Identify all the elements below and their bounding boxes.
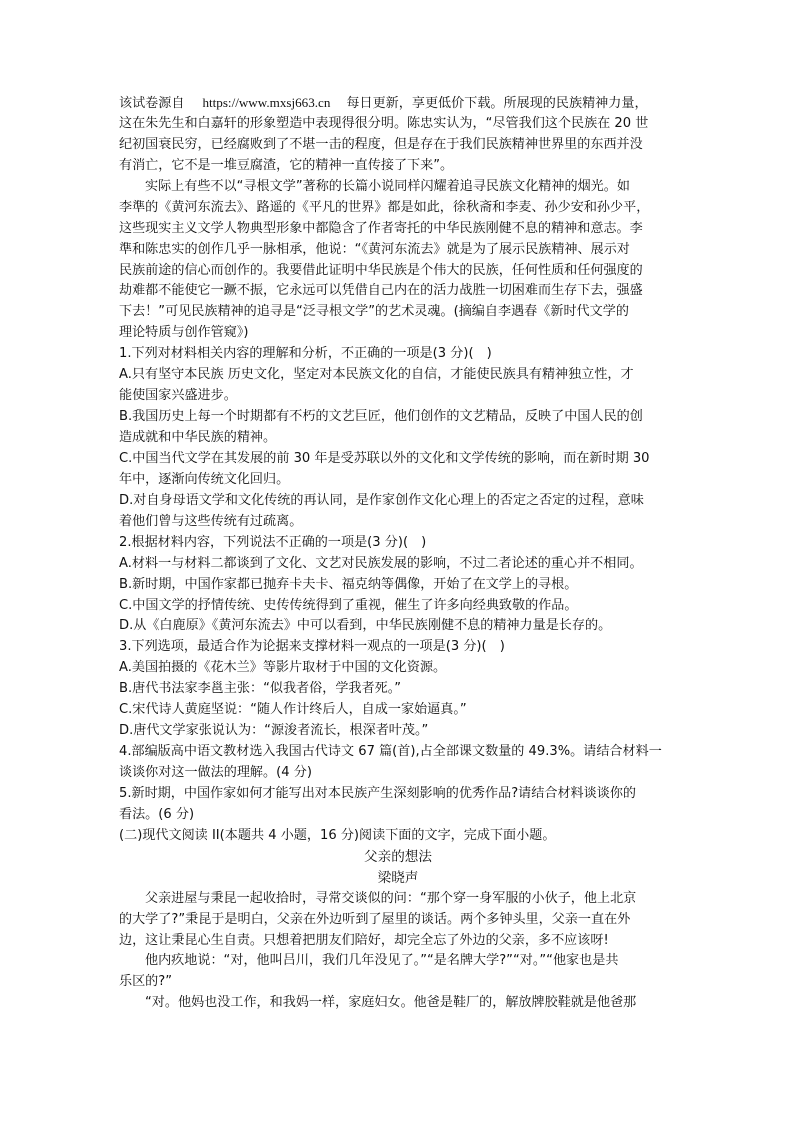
text-line: 边，这让秉昆心生自责。只想着把朋友们陪好，却完全忘了外边的父亲，多不应该呀! bbox=[119, 932, 609, 948]
text-line: 的大学了?”秉昆于是明白，父亲在外边听到了屋里的谈话。两个多钟头里，父亲一直在外 bbox=[119, 911, 631, 927]
text-line: A.美国拍摄的《花木兰》等影片取材于中国的文化资源。 bbox=[119, 660, 447, 676]
text-line: D.对自身母语文学和文化传统的再认同，是作家创作文化心理上的否定之否定的过程，意味 bbox=[119, 492, 644, 508]
document-page bbox=[119, 93, 677, 1014]
text-line: 1.下列对材料相关内容的理解和分析，不正确的一项是(3 分)( ) bbox=[119, 346, 492, 362]
source-header-line bbox=[119, 93, 677, 114]
source-url-link[interactable]: https://www.mxsj663.cn bbox=[202, 95, 331, 110]
text-line: 有消亡，它不是一堆豆腐渣，它的精神一直传接了下来”。 bbox=[119, 157, 454, 173]
source-suffix: 每日更新，享更低价下载。所展现的民族精神力量， bbox=[346, 96, 648, 111]
text-line: 这些现实主义文学人物典型形象中都隐含了作者寄托的中华民族刚健不息的精神和意志。李 bbox=[119, 220, 643, 236]
text-line: 谈谈你对这一做法的理解。(4 分) bbox=[119, 765, 312, 780]
text-line: 民族前途的信心而创作的。我要借此证明中华民族是个伟大的民族，任何性质和任何强度的 bbox=[119, 262, 643, 278]
text-line: 4.部编版高中语文教材选入我国古代诗文 67 篇(首),占全部课文数量的 49.3%。请结合材料一 bbox=[119, 744, 662, 760]
text-line: 父亲进屋与秉昆一起收拾时，寻常交谈似的问：“那个穿一身军服的小伙子，他上北京 bbox=[145, 890, 637, 906]
text-line: 5.新时期，中国作家如何才能写出对本民族产生深刻影响的优秀作品?请结合材料谈谈你的 bbox=[119, 785, 637, 801]
text-line: 造成就和中华民族的精神。 bbox=[119, 430, 277, 445]
text-line: B.我国历史上每一个时期都有不朽的文艺巨匠，他们创作的文艺精品，反映了中国人民的创 bbox=[119, 409, 643, 425]
text-line: 年中，逐渐向传统文化回归。 bbox=[119, 471, 290, 487]
text-line: 纪初国衰民穷，已经腐败到了不堪一击的程度，但是存在于我们民族精神世界里的东西并没 bbox=[119, 136, 643, 152]
text-line: 乐区的?” bbox=[119, 974, 173, 990]
text-line: 理论特质与创作管窥》) bbox=[119, 325, 249, 341]
text-line: D.从《白鹿原》《黄河东流去》中可以看到，中华民族刚健不息的精神力量是长存的。 bbox=[119, 618, 612, 634]
text-line: 準和陈忠实的创作几乎一脉相承，他说：“《黄河东流去》就是为了展示民族精神、展示对 bbox=[119, 241, 630, 257]
text-line: B.新时期，中国作家都已抛弃卡夫卡、福克纳等偶像，开始了在文学上的寻根。 bbox=[119, 576, 578, 592]
text-line: A.材料一与材料二都谈到了文化、文艺对民族发展的影响，不过二者论述的重心并不相同。 bbox=[119, 555, 643, 571]
text-line: A.只有坚守本民族 历史文化，坚定对本民族文化的自信，才能使民族具有精神独立性，才 bbox=[119, 367, 634, 383]
section-title: 父亲的想法 bbox=[364, 848, 432, 865]
text-line: 能使国家兴盛进步。 bbox=[119, 388, 237, 404]
text-line: 这在朱先生和白嘉轩的形象塑造中表现得很分明。陈忠实认为，“尽管我们这个民族在 20 世 bbox=[119, 115, 649, 131]
text-line: (二)现代文阅读 II(本题共 4 小题，16 分)阅读下面的文字，完成下面小题。 bbox=[119, 827, 556, 843]
text-line: “对。他妈也没工作，和我妈一样，家庭妇女。他爸是鞋厂的，解放牌胶鞋就是他爸那 bbox=[145, 995, 637, 1011]
text-line: 李準的《黄河东流去》、路遥的《平凡的世界》都是如此，徐秋斋和李麦、孙少安和孙少平， bbox=[119, 199, 650, 215]
text-line: C.宋代诗人黄庭坚说：“随人作计终后人，自成一家始逼真。” bbox=[119, 702, 467, 718]
text-line: 着他们曾与这些传统有过疏离。 bbox=[119, 513, 303, 529]
text-line: 看法。(6 分) bbox=[119, 806, 195, 822]
document-body bbox=[119, 114, 677, 1014]
text-line: D.唐代文学家张说认为：“源浚者流长，根深者叶茂。” bbox=[119, 723, 429, 739]
text-line: 2.根据材料内容，下列说法不正确的一项是(3 分)( ) bbox=[119, 534, 427, 550]
text-line: 他内疚地说：“对，他叫吕川，我们几年没见了。”“是名牌大学?”“对。”“他家也是共 bbox=[145, 953, 619, 969]
text-line: 下去！”可见民族精神的追寻是“泛寻根文学”的艺术灵魂。(摘编自李遇春《新时代文学的 bbox=[119, 304, 629, 320]
section-title: 梁晓声 bbox=[377, 869, 419, 886]
text-line: 劫难都不能使它一蹶不振，它永远可以凭借自己内在的活力战胜一切困难而生存下去，强盛 bbox=[119, 283, 643, 299]
source-prefix: 该试卷源自 bbox=[119, 96, 185, 111]
text-line: C.中国文学的抒情传统、史传传统得到了重视，催生了许多向经典致敬的作品。 bbox=[119, 597, 578, 613]
text-line: 实际上有些不以“寻根文学”著称的长篇小说同样闪耀着追寻民族文化精神的烟光。如 bbox=[145, 178, 630, 194]
text-line: B.唐代书法家李邕主张：“似我者俗，学我者死。” bbox=[119, 681, 402, 697]
text-line: C.中国当代文学在其发展的前 30 年是受苏联以外的文化和文学传统的影响，而在新时期 30 bbox=[119, 450, 650, 466]
text-line: 3.下列选项，最适合作为论据来支撑材料一观点的一项是(3 分)( ) bbox=[119, 639, 505, 655]
